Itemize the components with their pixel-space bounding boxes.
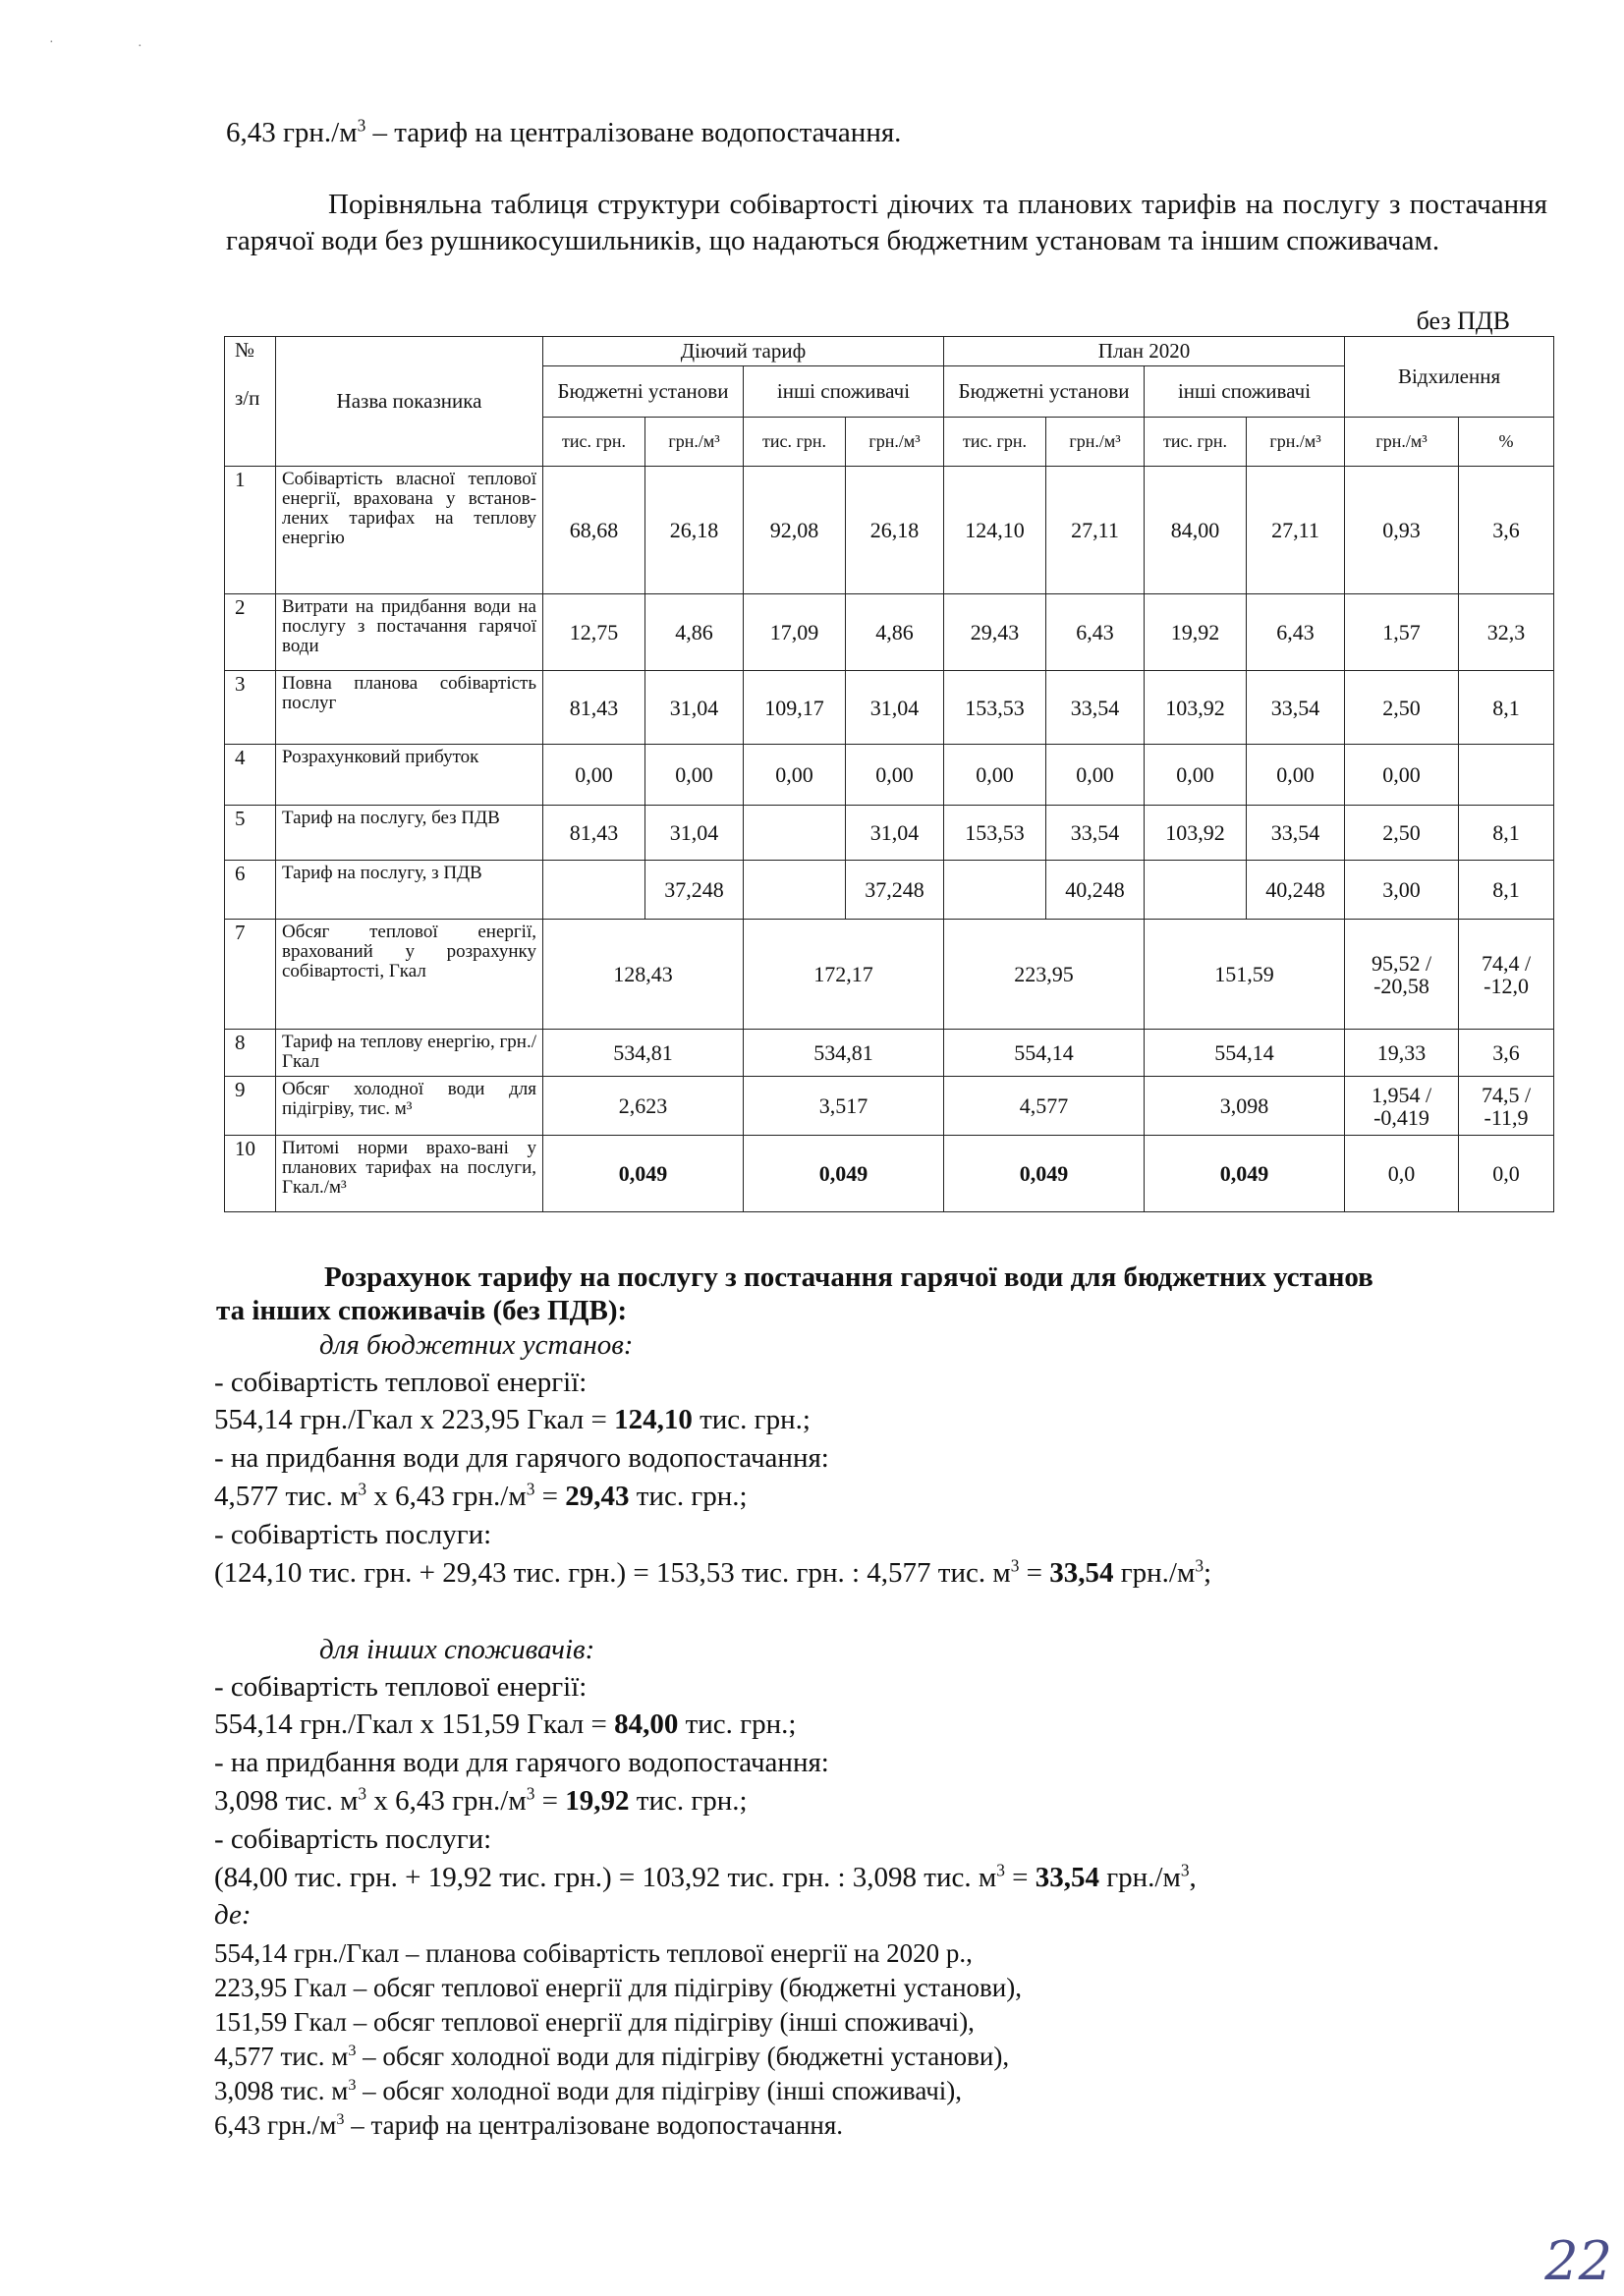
value-cell: 3,00	[1345, 861, 1459, 920]
unit-cell: грн./м³	[1345, 418, 1459, 467]
value-cell	[1459, 745, 1554, 806]
other-service-cost-formula: (84,00 тис. грн. + 19,92 тис. грн.) = 103,92 тис. грн. : 3,098 тис. $м^3 = 33,54$ $грн./м^3$,	[214, 1860, 1197, 1893]
value-cell: 33,54	[1247, 671, 1345, 745]
row-name: Питомі норми врахо-вані у планових тарифах на послуги, Гкал./м³	[276, 1136, 543, 1212]
value-cell: 40,248	[1247, 861, 1345, 920]
value-cell: 32,3	[1459, 594, 1554, 671]
row-name: Тариф на послугу, без ПДВ	[276, 806, 543, 861]
row-number: 10	[225, 1136, 276, 1212]
value-cell: 19,92	[1145, 594, 1247, 671]
value-cell: 40,248	[1046, 861, 1145, 920]
plan-2020-header: План 2020	[944, 337, 1345, 366]
table-row	[225, 1030, 1554, 1077]
unit-cell: тис. грн.	[543, 418, 645, 467]
value-cell: 153,53	[944, 806, 1046, 861]
legend-line: 6,43 $грн./м^3$ – тариф на централізоване водопостачання.	[214, 2110, 844, 2140]
value-cell: 223,95	[944, 920, 1145, 1030]
value-cell: 3,517	[744, 1077, 944, 1136]
value-cell: 0,00	[846, 745, 944, 806]
value-cell: 0,00	[1345, 745, 1459, 806]
value-cell: 0,00	[1046, 745, 1145, 806]
value-cell: 19,33	[1345, 1030, 1459, 1077]
value-cell: 1,57	[1345, 594, 1459, 671]
row-number: 3	[225, 671, 276, 745]
row-number: 1	[225, 467, 276, 594]
row-name: Обсяг теплової енергії, врахований у розрахунку собівартості, Гкал	[276, 920, 543, 1030]
value-cell: 17,09	[744, 594, 846, 671]
row-number: 5	[225, 806, 276, 861]
value-cell: 4,577	[944, 1077, 1145, 1136]
budget-water-cost-label: - на придбання води для гарячого водопостачання:	[214, 1442, 829, 1474]
table-row	[225, 467, 1554, 594]
value-cell: 124,10	[944, 467, 1046, 594]
row-number: 9	[225, 1077, 276, 1136]
other-water-cost-label: - на придбання води для гарячого водопостачання:	[214, 1747, 829, 1778]
value-cell: 554,14	[944, 1030, 1145, 1077]
value-cell: 3,6	[1459, 467, 1554, 594]
value-cell: 26,18	[846, 467, 944, 594]
other-water-cost-formula: 3,098 тис. $м^3$ х 6,43 $грн./м^3 = 19,92$ тис. грн.;	[214, 1783, 748, 1817]
value-cell: 68,68	[543, 467, 645, 594]
value-cell	[543, 861, 645, 920]
value-cell: 0,93	[1345, 467, 1459, 594]
budget-service-cost-label: - собівартість послуги:	[214, 1519, 492, 1550]
value-cell: 0,0	[1459, 1136, 1554, 1212]
value-cell: 4,86	[645, 594, 744, 671]
other-heat-cost-formula: 554,14 грн./Гкал х 151,59 Гкал = 84,00 тис. грн.;	[214, 1708, 797, 1740]
no-vat-note: без ПДВ	[1416, 307, 1510, 335]
row-name: Розрахунковий прибуток	[276, 745, 543, 806]
unit-cell: грн./м³	[846, 418, 944, 467]
value-cell: 26,18	[645, 467, 744, 594]
col-number-header: № з/п	[225, 337, 276, 467]
value-cell: 31,04	[846, 671, 944, 745]
other-heat-cost-label: - собівартість теплової енергії:	[214, 1671, 588, 1703]
value-cell: 8,1	[1459, 861, 1554, 920]
value-cell: 534,81	[543, 1030, 744, 1077]
handwritten-page-number: 22	[1544, 2230, 1612, 2292]
value-cell: 33,54	[1046, 806, 1145, 861]
value-cell: 0,00	[744, 745, 846, 806]
value-cell: 0,049	[543, 1136, 744, 1212]
value-cell: 3,6	[1459, 1030, 1554, 1077]
value-cell	[744, 806, 846, 861]
value-cell: 37,248	[645, 861, 744, 920]
value-cell: 37,248	[846, 861, 944, 920]
value-cell: 74,4 / -12,0	[1459, 920, 1554, 1030]
value-cell: 103,92	[1145, 671, 1247, 745]
value-cell: 29,43	[944, 594, 1046, 671]
where-label: де:	[214, 1899, 252, 1931]
value-cell: 128,43	[543, 920, 744, 1030]
legend-line: 223,95 Гкал – обсяг теплової енергії для підігріву (бюджетні установи),	[214, 1973, 1022, 2002]
other-label: для інших споживачів:	[319, 1634, 595, 1665]
table-row	[225, 920, 1554, 1030]
unit-cell: тис. грн.	[944, 418, 1046, 467]
value-cell: 92,08	[744, 467, 846, 594]
other-header: інші споживачі	[1145, 366, 1345, 418]
row-number: 4	[225, 745, 276, 806]
table-row	[225, 594, 1554, 671]
deviation-header: Відхилення	[1345, 337, 1554, 418]
table-row	[225, 745, 1554, 806]
value-cell: 0,00	[1247, 745, 1345, 806]
value-cell: 27,11	[1247, 467, 1345, 594]
value-cell: 0,00	[645, 745, 744, 806]
value-cell: 0,00	[944, 745, 1046, 806]
unit-cell: грн./м³	[1046, 418, 1145, 467]
table-row	[225, 1077, 1554, 1136]
budget-heat-cost-formula: 554,14 грн./Гкал х 223,95 Гкал = 124,10 тис. грн.;	[214, 1404, 811, 1435]
value-cell: 84,00	[1145, 467, 1247, 594]
value-cell: 31,04	[645, 671, 744, 745]
row-name: Тариф на послугу, з ПДВ	[276, 861, 543, 920]
value-cell: 2,623	[543, 1077, 744, 1136]
unit-cell: грн./м³	[1247, 418, 1345, 467]
row-name: Обсяг холодної води для підігріву, тис. м³	[276, 1077, 543, 1136]
col-name-header: Назва показника	[276, 337, 543, 467]
value-cell: 33,54	[1046, 671, 1145, 745]
value-cell: 2,50	[1345, 671, 1459, 745]
value-cell: 3,098	[1145, 1077, 1345, 1136]
budget-heat-cost-label: - собівартість теплової енергії:	[214, 1367, 588, 1398]
value-cell: 172,17	[744, 920, 944, 1030]
value-cell: 0,049	[744, 1136, 944, 1212]
unit-cell: тис. грн.	[1145, 418, 1247, 467]
row-number: 2	[225, 594, 276, 671]
value-cell: 0,049	[944, 1136, 1145, 1212]
row-name: Витрати на придбання води на послугу з постачання гарячої води	[276, 594, 543, 671]
value-cell: 31,04	[645, 806, 744, 861]
legend-line: 3,098 тис. $м^3$ – обсяг холодної води для підігріву (інші споживачі),	[214, 2076, 963, 2105]
value-cell: 27,11	[1046, 467, 1145, 594]
legend-line: 4,577 тис. $м^3$ – обсяг холодної води для підігріву (бюджетні установи),	[214, 2042, 1010, 2071]
legend-line: 554,14 грн./Гкал – планова собівартість теплової енергії на 2020 р.,	[214, 1938, 973, 1968]
row-name: Собівартість власної теплової енергії, врахована у встанов-лених тарифах на теплову енергію	[276, 467, 543, 594]
value-cell: 534,81	[744, 1030, 944, 1077]
budget-water-cost-formula: 4,577 тис. $м^3$ х 6,43 $грн./м^3 = 29,43$ тис. грн.;	[214, 1479, 748, 1512]
value-cell: 0,00	[543, 745, 645, 806]
row-number: 6	[225, 861, 276, 920]
comparison-table	[224, 336, 1554, 1212]
unit-cell: грн./м³	[645, 418, 744, 467]
intro-paragraph: Порівняльна таблиця структури собівартості діючих та планових тарифів на послугу з постачання гарячої води без рушникосушильників, що надаються бюджетним установам та іншим споживачам.	[226, 189, 1547, 256]
value-cell: 8,1	[1459, 806, 1554, 861]
row-name: Повна планова собівартість послуг	[276, 671, 543, 745]
value-cell: 0,00	[1145, 745, 1247, 806]
unit-cell: %	[1459, 418, 1554, 467]
table-row	[225, 671, 1554, 745]
table-row	[225, 1136, 1554, 1212]
value-cell	[1145, 861, 1247, 920]
budget-header: Бюджетні установи	[543, 366, 744, 418]
other-service-cost-label: - собівартість послуги:	[214, 1823, 492, 1855]
other-header: інші споживачі	[744, 366, 944, 418]
budget-label: для бюджетних установ:	[319, 1329, 634, 1361]
legend-line: 151,59 Гкал – обсяг теплової енергії для підігріву (інші споживачі),	[214, 2007, 975, 2037]
table-row	[225, 861, 1554, 920]
value-cell: 6,43	[1247, 594, 1345, 671]
calculation-heading: Розрахунок тарифу на послугу з постачання гарячої води для бюджетних установ та інших споживачів (без ПДВ):	[216, 1261, 1373, 1326]
value-cell: 109,17	[744, 671, 846, 745]
current-tariff-header: Діючий тариф	[543, 337, 944, 366]
value-cell: 153,53	[944, 671, 1046, 745]
value-cell	[944, 861, 1046, 920]
value-cell: 81,43	[543, 806, 645, 861]
value-cell: 6,43	[1046, 594, 1145, 671]
table-header-row	[225, 337, 1554, 366]
value-cell: 74,5 / -11,9	[1459, 1077, 1554, 1136]
value-cell: 1,954 / -0,419	[1345, 1077, 1459, 1136]
value-cell: 31,04	[846, 806, 944, 861]
budget-header: Бюджетні установи	[944, 366, 1145, 418]
value-cell: 0,0	[1345, 1136, 1459, 1212]
row-number: 7	[225, 920, 276, 1030]
value-cell: 554,14	[1145, 1030, 1345, 1077]
value-cell: 2,50	[1345, 806, 1459, 861]
value-cell	[744, 861, 846, 920]
row-name: Тариф на теплову енергію, грн./Гкал	[276, 1030, 543, 1077]
value-cell: 151,59	[1145, 920, 1345, 1030]
value-cell: 95,52 / -20,58	[1345, 920, 1459, 1030]
value-cell: 0,049	[1145, 1136, 1345, 1212]
value-cell: 81,43	[543, 671, 645, 745]
value-cell: 12,75	[543, 594, 645, 671]
value-cell: 4,86	[846, 594, 944, 671]
value-cell: 103,92	[1145, 806, 1247, 861]
row-number: 8	[225, 1030, 276, 1077]
value-cell: 33,54	[1247, 806, 1345, 861]
scan-speck: ·	[138, 39, 142, 54]
value-cell: 8,1	[1459, 671, 1554, 745]
scan-speck: ·	[49, 35, 54, 50]
budget-service-cost-formula: (124,10 тис. грн. + 29,43 тис. грн.) = 153,53 тис. грн. : 4,577 тис. $м^3 = 33,54$ $грн./м^3$;	[214, 1555, 1212, 1589]
unit-cell: тис. грн.	[744, 418, 846, 467]
tariff-line-top: 6,43 $грн./м^3$ – тариф на централізоване водопостачання.	[226, 115, 902, 148]
table-row	[225, 806, 1554, 861]
